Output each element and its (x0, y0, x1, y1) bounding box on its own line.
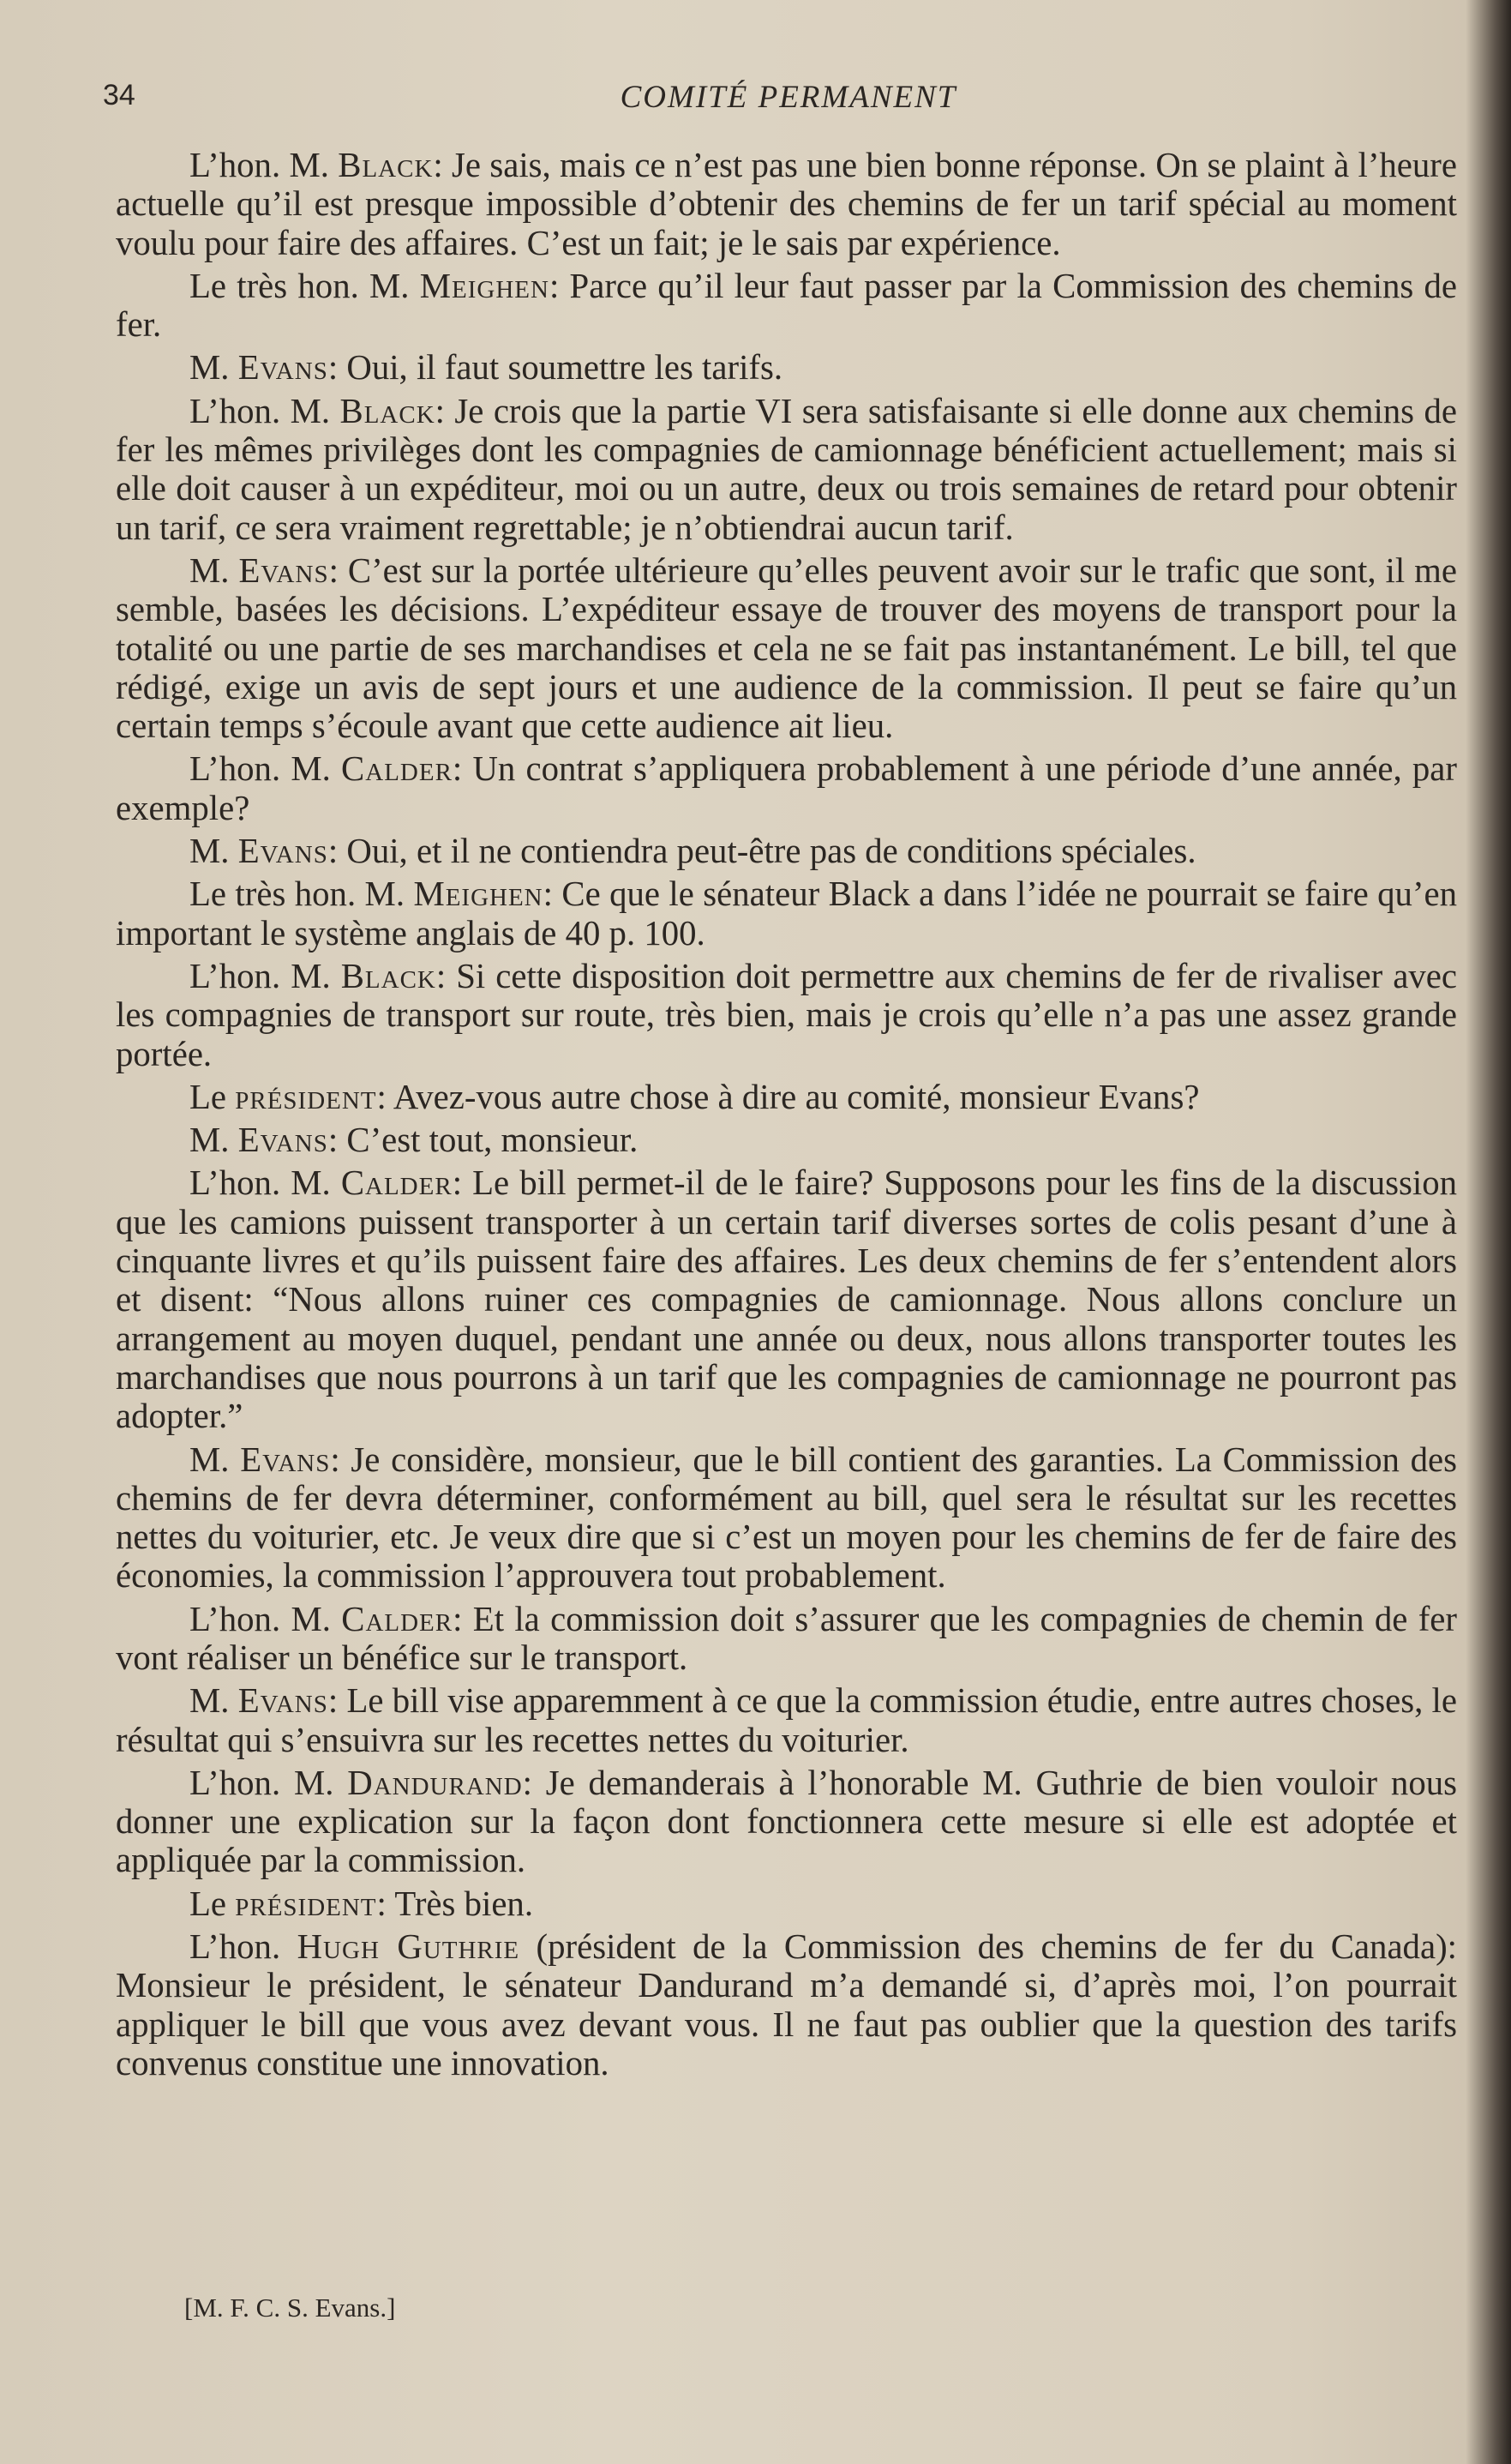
paragraph-text: : Si cette disposition doit permettre aux chemins de fer de rivaliser avec les compagnies de transport sur route, très bien, mais je crois qu’elle n’a pas une assez grande portée. (116, 956, 1457, 1073)
speaker-name: Hugh Guthrie (297, 1927, 520, 1967)
speaker-prefix: Le (189, 1884, 236, 1923)
speaker-prefix: Le très hon. M. (189, 266, 420, 305)
speaker-name: Evans (238, 550, 329, 590)
paragraph (116, 1600, 1457, 1678)
paragraph-text: : Oui, et il ne contiendra peut-être pas de conditions spéciales. (327, 832, 1196, 871)
paragraph-text: : Et la commission doit s’assurer que les compagnies de chemin de fer vont réaliser un bénéfice sur le transport. (116, 1599, 1457, 1677)
speaker-name: Black (340, 956, 436, 995)
speaker-prefix: L’hon. M. (189, 956, 341, 995)
paragraph-text: : Je considère, monsieur, que le bill contient des garanties. La Commission des chemins de fer devra déterminer, conformément au bill, quel sera le résultat sur les recettes nettes du voiturier, etc. Je veux dire que si c’est un moyen pour les chemins de fer de faire des économies, la commission l’approuvera tout probablement. (116, 1439, 1457, 1596)
page-number: 34 (103, 79, 135, 111)
speaker-name: Evans (240, 1439, 331, 1479)
paragraph-text: : C’est sur la portée ultérieure qu’elles peuvent avoir sur le trafic que sont, il me semble, basées les décisions. L’expéditeur essaye de trouver des moyens de transport pour la totalité ou une partie de ses marchandises et cela ne se fait pas instantanément. Le bill, tel que rédigé, exige un avis de sept jours et une audience de la commission. Il peut se faire qu’un certain temps s’écoule avant que cette audience ait lieu. (116, 550, 1457, 746)
speaker-prefix: L’hon. M. (189, 391, 340, 430)
paragraph (116, 1440, 1457, 1596)
paragraph (116, 1163, 1457, 1435)
paragraph-text: (président de la Commission des chemins de fer du Canada): Monsieur le président, le sénateur Dandurand m’a demandé si, d’après moi, l’on pourrait appliquer le bill que vous avez devant vous. Il ne faut pas oublier que la question des tarifs convenus constitue une innovation. (116, 1927, 1457, 2082)
paragraph (116, 832, 1457, 870)
speaker-prefix: M. (189, 1439, 241, 1479)
running-title: COMITÉ PERMANENT (620, 80, 957, 115)
speaker-name: Evans (237, 832, 328, 871)
speaker-name: président (235, 1884, 377, 1923)
speaker-name: Evans (237, 1121, 328, 1160)
speaker-prefix: M. (189, 832, 238, 871)
speaker-name: Dandurand (347, 1763, 523, 1802)
speaker-prefix: L’hon. M. (189, 1163, 341, 1203)
speaker-prefix: L’hon. M. (189, 146, 339, 184)
paragraph-text: : Un contrat s’appliquera probablement à une période d’une année, par exemple? (116, 749, 1457, 827)
speaker-prefix: M. (189, 348, 238, 388)
paragraph (116, 1927, 1457, 2082)
speaker-name: Evans (237, 348, 328, 388)
paragraph (116, 348, 1457, 387)
paragraph-text: : Le bill permet-il de le faire? Supposons pour les fins de la discussion que les camions puissent transporter à un certain tarif diverses sortes de colis pesant d’une à cinquante livres et qu’ils puissent faire des affaires. Les deux chemins de fer s’entendent alors et disent: “Nous allons ruiner ces compagnies de camionnage. Nous allons conclure un arrangement au moyen duquel, pendant une année ou deux, nous allons transporter toutes les marchandises que nous pourrons à un tarif que les compagnies de camionnage ne pourront pas adopter.” (116, 1163, 1457, 1436)
speaker-prefix: M. (189, 1121, 238, 1160)
speaker-name: président (235, 1077, 377, 1116)
speaker-name: Evans (237, 1681, 328, 1721)
speaker-name: Calder (341, 1599, 453, 1638)
speaker-prefix: L’hon. M. (189, 1599, 342, 1638)
speaker-name: Meighen (413, 874, 543, 914)
speaker-prefix: L’hon. M. (189, 749, 342, 789)
speaker-name: Meighen (419, 266, 549, 305)
paragraph (116, 874, 1457, 953)
paragraph (116, 267, 1457, 345)
paragraph-text: : Je crois que la partie VI sera satisfaisante si elle donne aux chemins de fer les mêmes privilèges dont les compagnies de camionnage bénéficient actuellement; mais si elle doit causer à un expéditeur, moi ou un autre, deux ou trois semaines de retard pour obtenir un tarif, ce sera vraiment regrettable; je n’obtiendrai aucun tarif. (116, 391, 1457, 547)
speaker-prefix: M. (189, 1681, 238, 1721)
paragraph-text: : Oui, il faut soumettre les tarifs. (327, 348, 783, 388)
speaker-prefix: M. (189, 550, 239, 590)
paragraph-text: : C’est tout, monsieur. (327, 1121, 639, 1160)
paragraph-text: : Ce que le sénateur Black a dans l’idée ne pourrait se faire qu’en important le système anglais de 40 p. 100. (116, 874, 1457, 953)
paragraph (116, 749, 1457, 827)
paragraph (116, 1764, 1457, 1880)
speaker-name: Black (338, 146, 434, 184)
paragraph (116, 551, 1457, 745)
paragraph-text: : Le bill vise apparemment à ce que la commission étudie, entre autres choses, le résultat qui s’ensuivra sur les recettes nettes du voiturier. (116, 1681, 1457, 1759)
speaker-name: Calder (340, 1163, 453, 1203)
speaker-name: Black (339, 391, 435, 430)
speaker-name: Calder (341, 749, 453, 789)
paragraph (116, 146, 1457, 262)
speaker-signature: [M. F. C. S. Evans.] (184, 2293, 396, 2323)
speaker-prefix: L’hon. M. (189, 1763, 348, 1802)
page-header (103, 79, 1457, 122)
paragraph (116, 1121, 1457, 1159)
paragraph-text: : Parce qu’il leur faut passer par la Commission des chemins de fer. (116, 266, 1457, 345)
paragraph (116, 1681, 1457, 1759)
speaker-prefix: Le très hon. M. (189, 874, 414, 914)
paragraph (116, 392, 1457, 547)
paragraph-text: : Je sais, mais ce n’est pas une bien bonne réponse. On se plaint à l’heure actuelle qu’il est presque impossible d’obtenir des chemins de fer un tarif spécial au moment voulu pour faire des affaires. C’est un fait; je le sais par expérience. (116, 146, 1457, 262)
paragraph (116, 1884, 1457, 1923)
paragraph (116, 1078, 1457, 1116)
paragraph-text: : Je demanderais à l’honorable M. Guthrie de bien vouloir nous donner une explication sur la façon dont fonctionnera cette mesure si elle est adoptée et appliquée par la commission. (116, 1763, 1458, 1880)
paragraph-text: : Très bien. (376, 1884, 534, 1923)
paragraph-text: : Avez-vous autre chose à dire au comité, monsieur Evans? (376, 1077, 1200, 1116)
paragraph (116, 957, 1457, 1073)
transcript-body (116, 146, 1457, 2087)
speaker-prefix: Le (189, 1077, 236, 1116)
speaker-prefix: L’hon. (189, 1927, 297, 1967)
